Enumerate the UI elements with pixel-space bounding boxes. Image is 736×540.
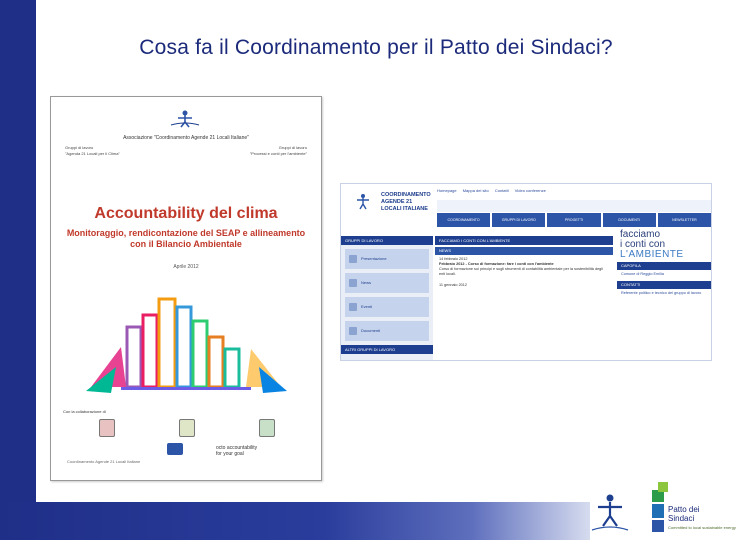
news-body: Corso di formazione sui principi e sugli strumenti di contabilità ambientale per la sostenibilità degli enti locali. — [439, 267, 603, 276]
top-nav-videoconferences[interactable]: Video conferenze — [514, 188, 546, 193]
ambiente-line3-wrap — [620, 250, 708, 260]
patto-line1: Patto dei — [668, 505, 700, 514]
site-right-column — [617, 230, 711, 360]
left-button-documenti[interactable]: Documenti — [345, 321, 429, 341]
news-date: 14 febbraio 2012 — [439, 257, 468, 261]
booklet-subtitle: Monitoraggio, rendicontazione del SEAP e allineamento con il Bilancio Ambientale — [66, 228, 306, 249]
contacts-text: Referente politico e tecnico del gruppo di lavoro — [621, 291, 702, 295]
site-logo-line3: LOCALI ITALIANE — [381, 206, 428, 212]
booklet-footer-text: Coordinamento Agende 21 Locali Italiane — [67, 459, 141, 464]
site-logo-line2: AGENDE 21 — [381, 199, 413, 205]
tab-progetti[interactable]: PROGETTI — [547, 213, 600, 227]
site-top-nav — [437, 188, 711, 198]
site-banner — [437, 200, 711, 212]
municipality-crest-icon — [259, 419, 275, 437]
site-nav-tabs — [437, 213, 711, 227]
news-title[interactable]: Febbraio 2012 - Corso di formazione: fare i conti con l'ambiente — [439, 262, 554, 266]
bottom-accent-bar — [0, 502, 590, 540]
booklet-date: Aprile 2012 — [173, 264, 199, 270]
top-nav-contacts[interactable]: Contatti — [494, 188, 509, 193]
ambiente-banner[interactable] — [617, 230, 711, 260]
tab-documenti[interactable]: DOCUMENTI — [603, 213, 656, 227]
colorful-bars-illustration-icon — [81, 287, 293, 397]
left-button-presentazione[interactable]: Presentazione — [345, 249, 429, 269]
group-left-name: "Agenda 21 Locali per il Clima" — [65, 151, 120, 156]
website-screenshot — [340, 183, 712, 361]
group-right-label: Gruppi di lavoro — [278, 145, 307, 150]
association-logo-icon — [169, 109, 201, 129]
site-center-column — [435, 236, 613, 360]
patto-line2: Sindaci — [668, 514, 695, 523]
accountability-logo-line2: for your goal — [216, 451, 244, 457]
booklet-association: Associazione "Coordinamento Agende 21 Locali Italiane" — [123, 135, 249, 141]
accountability-logo — [216, 445, 257, 457]
slide-title: Cosa fa il Coordinamento per il Patto dei Sindaci? — [139, 36, 613, 59]
news-item[interactable] — [435, 255, 613, 290]
tab-newsletter[interactable]: NEWSLETTER — [658, 213, 711, 227]
patto-dei-sindaci-wordmark — [668, 505, 700, 523]
capofila-link[interactable]: Comune di Reggio Emilia — [621, 272, 664, 276]
right-heading-capofila: CAPOFILA — [617, 262, 711, 270]
right-heading-contatti: CONTATTI — [617, 281, 711, 289]
group-left-label: Gruppi di lavoro — [65, 145, 94, 150]
center-heading: FACCIAMO I CONTI CON L'AMBIENTE — [435, 236, 613, 245]
news-label: NEWS — [435, 247, 613, 255]
ambiente-line2: i conti con — [620, 239, 666, 250]
left-heading: GRUPPI DI LAVORO — [341, 236, 433, 245]
eu-flag-icon — [167, 443, 183, 455]
tab-gruppi[interactable]: GRUPPI DI LAVORO — [492, 213, 545, 227]
booklet-collaboration: Con la collaborazione di — [63, 409, 106, 414]
accountability-logo-line1: octo accountability — [216, 445, 258, 451]
coordinamento-agende21-logo-icon — [590, 490, 630, 536]
booklet-title: Accountability del clima — [94, 205, 278, 222]
site-left-column — [341, 236, 433, 360]
booklet-groups — [65, 145, 307, 157]
left-accent-bar — [0, 0, 36, 540]
left-heading-other-groups[interactable]: ALTRI GRUPPI DI LAVORO — [341, 345, 433, 354]
group-right-name: "Processi e conti per l'ambiente" — [249, 151, 307, 156]
municipality-crest-icon — [99, 419, 115, 437]
ambiente-line3: L'AMBIENTE — [620, 249, 684, 260]
left-button-news[interactable]: News — [345, 273, 429, 293]
site-logo-text — [381, 192, 441, 213]
site-logo-line1: COORDINAMENTO — [381, 192, 431, 198]
top-nav-sitemap[interactable]: Mappa del sito — [462, 188, 489, 193]
booklet-cover-image — [50, 96, 322, 481]
agenda21-logo-icon — [351, 192, 375, 212]
news-date-2: 11 gennaio 2012 — [439, 283, 468, 287]
patto-tagline: Committed to local sustainable energy — [668, 525, 736, 530]
left-button-eventi[interactable]: Eventi — [345, 297, 429, 317]
ambiente-line1: facciamo — [620, 229, 661, 240]
top-nav-homepage[interactable]: Homepage — [437, 188, 457, 193]
municipality-crest-icon — [179, 419, 195, 437]
tab-coordinamento[interactable]: COORDINAMENTO — [437, 213, 490, 227]
